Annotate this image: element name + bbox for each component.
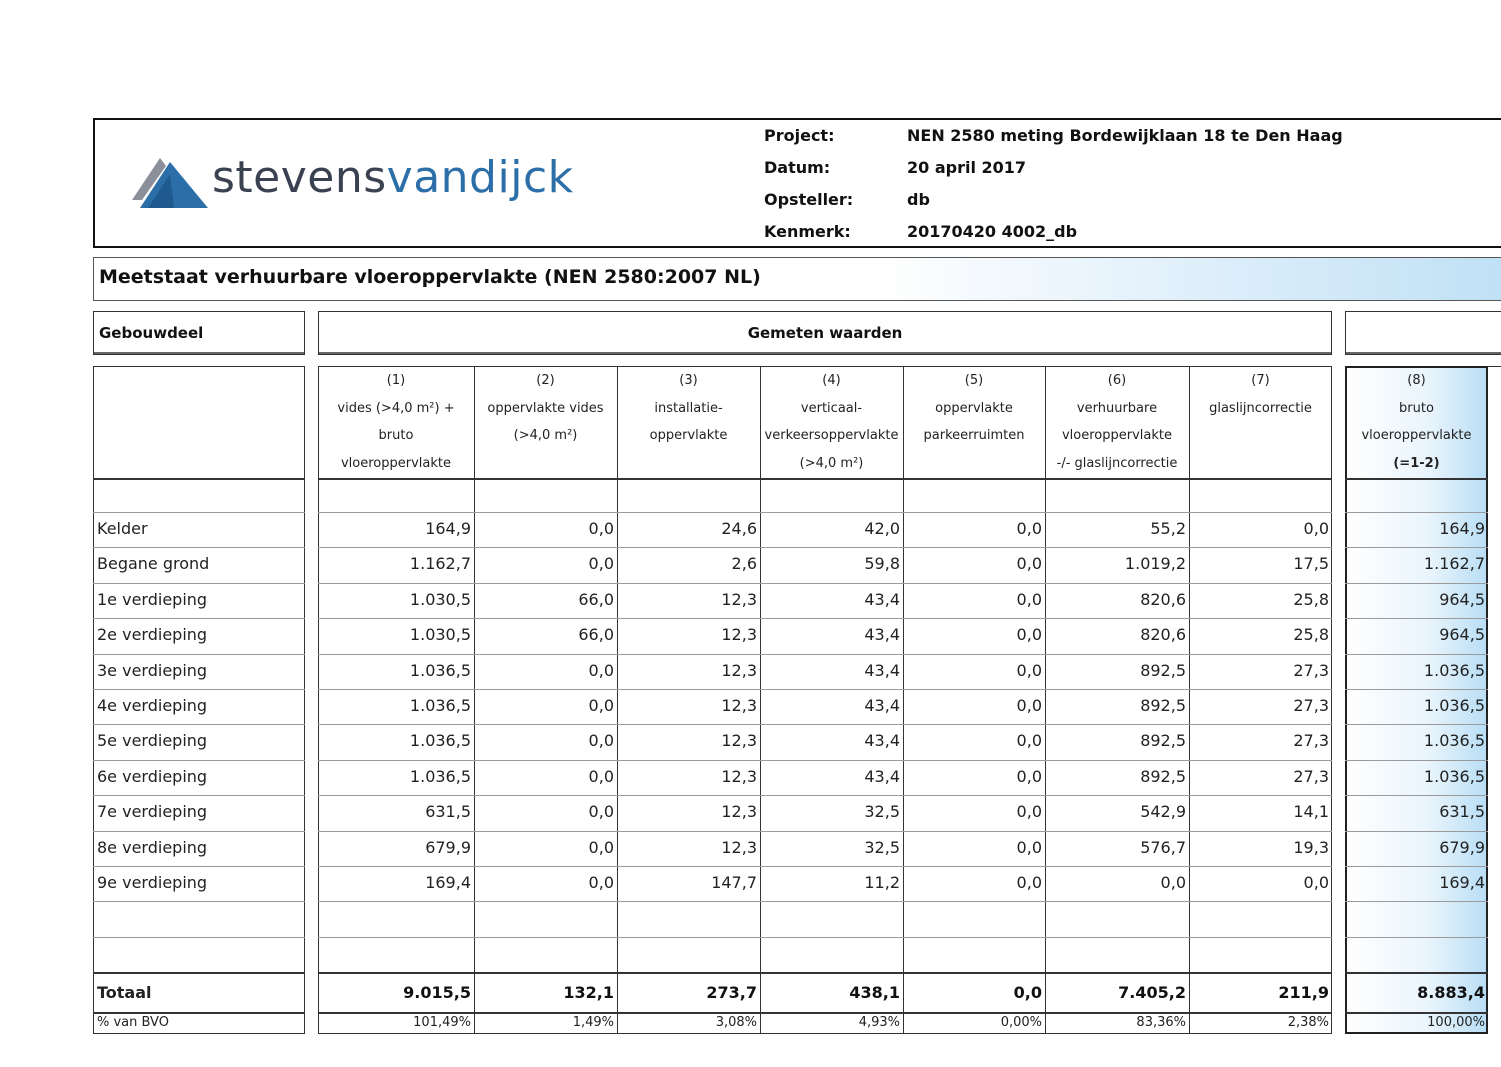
total-cell: 438,1	[849, 983, 900, 1002]
row-divider	[93, 512, 305, 513]
row-divider	[318, 689, 1332, 690]
column-header-text: (4)	[822, 373, 841, 388]
row-divider	[93, 583, 305, 584]
total-cell: 9.015,5	[403, 983, 471, 1002]
row-divider	[93, 689, 305, 690]
row-divider	[318, 866, 1332, 867]
row-divider	[93, 972, 305, 974]
table-cell: 1.036,5	[1423, 661, 1485, 680]
table-cell: 66,0	[578, 625, 614, 644]
column-header-text: (2)	[536, 373, 555, 388]
column-header-text: (1)	[386, 373, 406, 388]
table-cell: 892,5	[1140, 731, 1186, 750]
table-cell: 0,0	[1016, 802, 1042, 821]
row-divider	[1345, 724, 1488, 725]
logo-text-2: vandijck	[386, 152, 574, 203]
table-cell: 43,4	[864, 625, 900, 644]
row-divider	[1345, 689, 1488, 690]
row-label: 9e verdieping	[97, 873, 208, 892]
table-cell: 55,2	[1150, 519, 1186, 538]
meta-label: Datum:	[764, 158, 831, 177]
column-header-text: verhuurbare	[1076, 400, 1158, 416]
row-label: 8e verdieping	[97, 838, 208, 857]
table-cell: 0,0	[588, 519, 614, 538]
table-cell: 1.036,5	[409, 661, 471, 680]
table-cell: 59,8	[864, 554, 900, 573]
table-cell: 679,9	[425, 838, 471, 857]
percent-cell: 101,49%	[413, 1015, 471, 1030]
table-cell: 0,0	[1016, 554, 1042, 573]
table-cell: 0,0	[1016, 838, 1042, 857]
row-divider	[93, 478, 305, 480]
table-cell: 1.036,5	[409, 696, 471, 715]
column-divider	[1189, 366, 1190, 1034]
table-cell: 820,6	[1140, 590, 1186, 609]
column-header-text: (>4,0 m²)	[799, 455, 864, 471]
row-divider	[1345, 901, 1488, 902]
row-label: Kelder	[97, 519, 148, 538]
table-cell: 0,0	[1016, 519, 1042, 538]
row-divider	[1345, 937, 1488, 938]
column-divider	[903, 366, 904, 1034]
table-cell: 43,4	[864, 590, 900, 609]
table-cell: 24,6	[721, 519, 757, 538]
table-cell: 12,3	[721, 802, 757, 821]
table-cell: 0,0	[588, 873, 614, 892]
column-header-text: verkeersoppervlakte	[764, 428, 899, 443]
table-cell: 1.036,5	[409, 731, 471, 750]
row-label: 3e verdieping	[97, 661, 208, 680]
column-header-text: (8)	[1407, 373, 1426, 388]
column-header-text: oppervlakte	[649, 428, 728, 443]
meta-label: Project:	[764, 126, 835, 145]
column-divider	[617, 366, 618, 1034]
table-cell: 12,3	[721, 625, 757, 644]
table-cell: 1.019,2	[1124, 554, 1186, 573]
table-cell: 1.036,5	[1423, 731, 1485, 750]
row-divider	[318, 972, 1332, 974]
row-divider	[93, 937, 305, 938]
row-divider	[318, 478, 1332, 480]
table-cell: 1.162,7	[1423, 554, 1485, 573]
row-divider	[93, 795, 305, 796]
table-cell: 1.036,5	[1423, 767, 1485, 786]
row-divider	[93, 654, 305, 655]
meta-value: db	[907, 190, 930, 209]
column-header-text: installatie-	[654, 400, 723, 416]
table-cell: 892,5	[1140, 661, 1186, 680]
table-cell: 0,0	[1016, 731, 1042, 750]
table-cell: 42,0	[864, 519, 900, 538]
total-cell: 132,1	[563, 983, 614, 1002]
table-cell: 66,0	[578, 590, 614, 609]
company-logo	[130, 148, 580, 214]
table-cell: 679,9	[1439, 838, 1485, 857]
total-label: Totaal	[97, 983, 152, 1002]
logo-text-1: stevens	[212, 152, 387, 203]
meta-value: 20170420 4002_db	[907, 222, 1078, 241]
row-divider	[1345, 831, 1488, 832]
row-label: Begane grond	[97, 554, 210, 573]
mountain-logo-icon	[130, 150, 210, 212]
meta-label: Opsteller:	[764, 190, 854, 209]
table-cell: 820,6	[1140, 625, 1186, 644]
column-header-text: (5)	[964, 373, 984, 388]
row-divider	[93, 724, 305, 725]
row-label: 4e verdieping	[97, 696, 208, 715]
table-cell: 0,0	[1303, 519, 1329, 538]
table-cell: 542,9	[1140, 802, 1186, 821]
table-cell: 32,5	[864, 802, 900, 821]
meta-value: NEN 2580 meting Bordewijklaan 18 te Den Haag	[907, 126, 1343, 145]
table-cell: 27,3	[1293, 731, 1329, 750]
total-cell: 211,9	[1278, 983, 1329, 1002]
column-header-text: bruto	[1399, 400, 1434, 416]
table-cell: 964,5	[1439, 590, 1485, 609]
meta-label: Kenmerk:	[764, 222, 851, 241]
row-divider	[318, 760, 1332, 761]
row-divider	[1345, 547, 1488, 548]
row-divider	[318, 795, 1332, 796]
row-divider	[318, 831, 1332, 832]
table-cell: 0,0	[1303, 873, 1329, 892]
percent-cell: 100,00%	[1427, 1015, 1485, 1030]
total-cell: 273,7	[706, 983, 757, 1002]
column-header-text: parkeerruimten	[923, 428, 1025, 443]
page-title: Meetstaat verhuurbare vloeroppervlakte (NEN 2580:2007 NL)	[99, 266, 761, 288]
table-cell: 0,0	[588, 838, 614, 857]
table-cell: 43,4	[864, 731, 900, 750]
row-divider	[318, 1012, 1332, 1014]
table-cell: 43,4	[864, 696, 900, 715]
logo-wordmark	[212, 148, 574, 208]
column-header-text: bruto	[378, 428, 414, 443]
percent-cell: 3,08%	[715, 1015, 757, 1030]
row-label: 2e verdieping	[97, 625, 208, 644]
column-header-text: oppervlakte	[935, 400, 1013, 416]
table-cell: 2,6	[731, 554, 757, 573]
table-cell: 1.036,5	[409, 767, 471, 786]
row-label: 7e verdieping	[97, 802, 208, 821]
column-header-text: glaslijncorrectie	[1209, 400, 1312, 416]
table-cell: 12,3	[721, 731, 757, 750]
table-cell: 576,7	[1140, 838, 1186, 857]
section-gemeten-label: Gemeten waarden	[747, 324, 903, 342]
table-cell: 0,0	[1160, 873, 1186, 892]
table-cell: 0,0	[588, 802, 614, 821]
column-header-text: (>4,0 m²)	[513, 428, 578, 443]
row-divider	[93, 760, 305, 761]
table-cell: 0,0	[588, 767, 614, 786]
column-header-text: (6)	[1107, 373, 1127, 388]
table-cell: 892,5	[1140, 696, 1186, 715]
table-cell: 0,0	[1016, 767, 1042, 786]
total-cell: 0,0	[1013, 983, 1042, 1002]
percent-cell: 1,49%	[572, 1015, 614, 1030]
column-header-text: vloeroppervlakte	[1361, 428, 1472, 443]
table-cell: 0,0	[588, 554, 614, 573]
percent-cell: 4,93%	[858, 1015, 900, 1030]
row-label: 6e verdieping	[97, 767, 208, 786]
table-cell: 14,1	[1293, 802, 1329, 821]
table-cell: 164,9	[425, 519, 471, 538]
table-cell: 0,0	[1016, 873, 1042, 892]
row-divider	[318, 618, 1332, 619]
column-header-text: (=1-2)	[1393, 455, 1440, 471]
column-header-text: -/- glaslijncorrectie	[1056, 455, 1178, 471]
row-divider	[1345, 1012, 1488, 1014]
row-divider	[318, 937, 1332, 938]
column-header-text: verticaal-	[800, 400, 863, 416]
section-gebouwdeel-label: Gebouwdeel	[99, 324, 204, 342]
row-divider	[93, 1012, 305, 1014]
table-cell: 631,5	[425, 802, 471, 821]
row-divider	[1345, 583, 1488, 584]
row-divider	[1345, 795, 1488, 796]
row-divider	[93, 901, 305, 902]
column-header-text: vides (>4,0 m²) +	[337, 400, 455, 416]
column-header-text: (7)	[1251, 373, 1270, 388]
column-divider	[474, 366, 475, 1034]
table-cell: 12,3	[721, 590, 757, 609]
table-cell: 0,0	[1016, 661, 1042, 680]
section-right	[1345, 311, 1501, 355]
table-cell: 12,3	[721, 838, 757, 857]
percent-label: % van BVO	[97, 1015, 169, 1030]
row-divider	[318, 547, 1332, 548]
table-cell: 12,3	[721, 696, 757, 715]
table-cell: 11,2	[864, 873, 900, 892]
table-cell: 25,8	[1293, 625, 1329, 644]
column-header-text: oppervlakte vides	[487, 400, 604, 416]
table-cell: 43,4	[864, 767, 900, 786]
percent-cell: 2,38%	[1287, 1015, 1329, 1030]
total-cell: 8.883,4	[1417, 983, 1485, 1002]
row-divider	[1345, 972, 1488, 974]
table-cell: 1.030,5	[409, 590, 471, 609]
row-divider	[1345, 618, 1488, 619]
row-divider	[93, 547, 305, 548]
table-cell: 0,0	[588, 696, 614, 715]
table-cell: 1.162,7	[409, 554, 471, 573]
meta-value: 20 april 2017	[907, 158, 1027, 177]
table-cut-off-column	[1488, 366, 1501, 1034]
row-divider	[318, 724, 1332, 725]
table-cell: 19,3	[1293, 838, 1329, 857]
table-cell: 32,5	[864, 838, 900, 857]
table-cell: 0,0	[588, 731, 614, 750]
table-cell: 25,8	[1293, 590, 1329, 609]
table-cell: 12,3	[721, 661, 757, 680]
table-cell: 964,5	[1439, 625, 1485, 644]
row-divider	[93, 866, 305, 867]
row-divider	[1345, 654, 1488, 655]
row-divider	[318, 583, 1332, 584]
row-label: 5e verdieping	[97, 731, 208, 750]
row-divider	[318, 901, 1332, 902]
table-cell: 27,3	[1293, 696, 1329, 715]
row-divider	[93, 831, 305, 832]
table-cell: 0,0	[588, 661, 614, 680]
table-cell: 169,4	[1439, 873, 1485, 892]
percent-cell: 0,00%	[1000, 1015, 1042, 1030]
table-cell: 0,0	[1016, 625, 1042, 644]
table-cell: 1.030,5	[409, 625, 471, 644]
table-cell: 12,3	[721, 767, 757, 786]
row-label: 1e verdieping	[97, 590, 208, 609]
row-divider	[93, 618, 305, 619]
table-cell: 1.036,5	[1423, 696, 1485, 715]
row-divider	[1345, 866, 1488, 867]
row-divider	[1345, 478, 1488, 480]
table-cell: 27,3	[1293, 661, 1329, 680]
table-cell: 164,9	[1439, 519, 1485, 538]
column-header-text: (3)	[679, 373, 698, 388]
row-divider	[1345, 512, 1488, 513]
column-header-text: vloeroppervlakte	[340, 455, 451, 471]
column-header-text: vloeroppervlakte	[1061, 428, 1172, 443]
table-cell: 147,7	[711, 873, 757, 892]
table-cell: 0,0	[1016, 590, 1042, 609]
table-cell: 17,5	[1293, 554, 1329, 573]
row-divider	[318, 512, 1332, 513]
table-cell: 0,0	[1016, 696, 1042, 715]
row-divider	[1345, 760, 1488, 761]
table-cell: 43,4	[864, 661, 900, 680]
percent-cell: 83,36%	[1136, 1015, 1186, 1030]
table-cell: 169,4	[425, 873, 471, 892]
total-cell: 7.405,2	[1118, 983, 1186, 1002]
table-cell: 892,5	[1140, 767, 1186, 786]
table-cell: 631,5	[1439, 802, 1485, 821]
table-cell: 27,3	[1293, 767, 1329, 786]
row-divider	[318, 654, 1332, 655]
